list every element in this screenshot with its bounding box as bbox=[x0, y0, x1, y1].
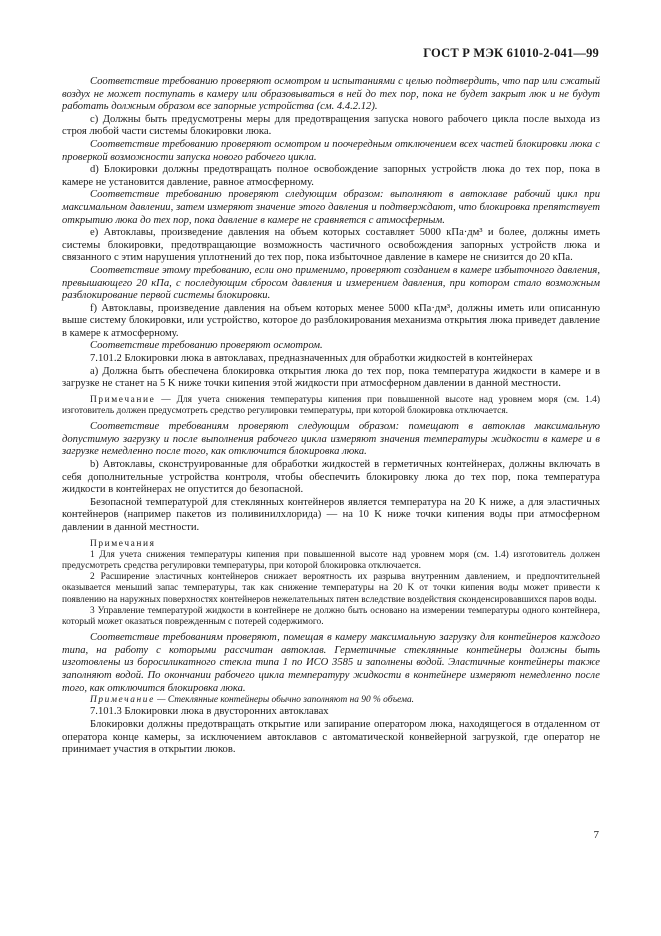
compliance-paragraph: Соответствие этому требованию, если оно применимо, проверяют созданием в камере избыточного давления, превышающего 20 кПа, с последующим сбросом давления и измерением давления, при котором стало возможным разблокирование первой системы блокировки. bbox=[62, 264, 600, 302]
compliance-paragraph: Соответствие требованию проверяют следующим образом: выполняют в автоклаве рабочий цикл при максимальном давлении, затем измеряют значение этого давления и подтверждают, что блокировка препятствует открытию люка до тех пор, пока давление в камере не сравняется с атмосферным. bbox=[62, 189, 600, 226]
compliance-paragraph: Соответствие требованиям проверяют, помещая в камеру максимальную загрузку для контейнеров каждого типа, на работу с которыми рассчитан автоклав. Герметичные стеклянные контейнеры должны быть изготовлены из боросиликатного стекла типа 1 по ИСО 3585 и заполнены водой. Эластичные контейнеры также заполняют водой. По окончании рабочего цикла температуру жидкости в контейнере измеряют немедленно после того, как отключится блокировка люка. bbox=[62, 632, 600, 694]
requirement-a: а) Должна быть обеспечена блокировка открытия люка до тех пор, пока температура жидкости в камере и в загрузке не станет на 5 K ниже точки кипения этой жидкости при атмосферном давлении в данной местности. bbox=[62, 365, 600, 390]
note-label: Примечание bbox=[90, 695, 155, 706]
section-7-101-2-heading: 7.101.2 Блокировки люка в автоклавах, предназначенных для обработки жидкостей в контейнерах bbox=[90, 353, 533, 365]
double-door-paragraph: Блокировки должны предотвращать открытие или запирание оператором люка, находящегося в отдаленном от оператора конце камеры, за исключением автоклавов с автоматической конвейерной загрузкой, где оператор не принимает участия в открытии люков. bbox=[62, 718, 600, 756]
requirement-c: с) Должны быть предусмотрены меры для предотвращения запуска нового рабочего цикла после выхода из строя любой части системы блокировки люка. bbox=[62, 113, 600, 138]
page-number: 7 bbox=[593, 829, 599, 841]
section-7-101-3-heading: 7.101.3 Блокировки люка в двусторонних автоклавах bbox=[90, 706, 329, 718]
compliance-paragraph: Соответствие требованию проверяют осмотром и поочередным отключением всех частей блокировки люка с проверкой возможности запуска нового рабочего цикла. bbox=[62, 138, 600, 163]
safe-temperature-paragraph: Безопасной температурой для стеклянных контейнеров является температура на 20 K ниже, а для эластичных контейнеров (например пакетов из поливинилхлорида) — на 10 K ниже точки кипения воды при атмосферном давлении в данной местности. bbox=[62, 496, 600, 533]
document-body bbox=[62, 76, 600, 757]
notes-label: Примечания bbox=[90, 538, 156, 549]
note-item-3: 3 Управление температурой жидкости в контейнере не должно быть основано на измерении температуры одного контейнера, который может оказаться поврежденным с потерей содержимого. bbox=[62, 605, 600, 628]
requirement-b: b) Автоклавы, сконструированные для обработки жидкостей в герметичных контейнерах, должны включать в себя дополнительные устройства контроля, чтобы обеспечить блокировку люка до тех пор, пока температура жидкости в контейнерах не опустится до безопасной. bbox=[62, 459, 600, 496]
requirement-f: f) Автоклавы, произведение давления на объем которых менее 5000 кПа·дм³, должны иметь или описанную выше систему блокировки, или устройство, которое до разблокирования механизма открытия люка приведет давление в камере к атмосферному. bbox=[62, 302, 600, 339]
requirement-e: е) Автоклавы, произведение давления на объем которых составляет 5000 кПа·дм³ и более, должны иметь системы блокировки, предотвращающие возможность частичного освобождения запорных устройств люка и связанного с этим нарушения уплотнений до тех пор, пока избыточное давление в камере не снизится до 20 кПа. bbox=[62, 227, 600, 264]
note-item-2: 2 Расширение эластичных контейнеров снижает вероятность их разрыва внутренним давлением, и предпочтительней оказывается меньший запас температуры, так как снижение температуры на 20 K от точки кипения воды может привести к появлению на наружных поверхностях контейнеров нежелательных пятен вследствие воздействия сконденсировавшихся паров воды. bbox=[62, 572, 600, 605]
note-item-1: 1 Для учета снижения температуры кипения при повышенной высоте над уровнем моря (см. 1.4) изготовитель должен предусмотреть средства регулировки температуры, при которой блокировка отключается. bbox=[62, 549, 600, 571]
compliance-paragraph: Соответствие требованиям проверяют следующим образом: помещают в автоклав максимальную допустимую загрузку и после выполнения рабочего цикла измеряют значения температуры жидкости в камере и в загрузке немедленно после того, как отключится блокировка люка. bbox=[62, 421, 600, 458]
note-3 bbox=[62, 695, 600, 706]
compliance-paragraph: Соответствие требованию проверяют осмотром. bbox=[90, 340, 323, 352]
note-text: — Для учета снижения температуры кипения при повышенной высоте над уровнем моря (см. 1.4) изготовитель должен предусмотреть средство регулировки температуры, при которой блокировка отключается. bbox=[62, 394, 600, 417]
requirement-d: d) Блокировки должны предотвращать полное освобождение запорных устройств люка до тех пор, пока в камере не установится давление, равное атмосферному. bbox=[62, 164, 600, 188]
note-text: — Стеклянные контейнеры обычно заполняют на 90 % объема. bbox=[154, 695, 415, 706]
note-label: Примечание bbox=[90, 394, 156, 405]
compliance-paragraph: Соответствие требованию проверяют осмотром и испытаниями с целью подтвердить, что пар или сжатый воздух не может поступать в камеру или образовываться в ней до тех пор, пока не будет закрыт люк и не будут работать должным образом все запорные устройства (см. 4.4.2.12). bbox=[62, 76, 600, 113]
standard-header: ГОСТ Р МЭК 61010-2-041—99 bbox=[423, 46, 599, 60]
note-1 bbox=[62, 395, 600, 417]
